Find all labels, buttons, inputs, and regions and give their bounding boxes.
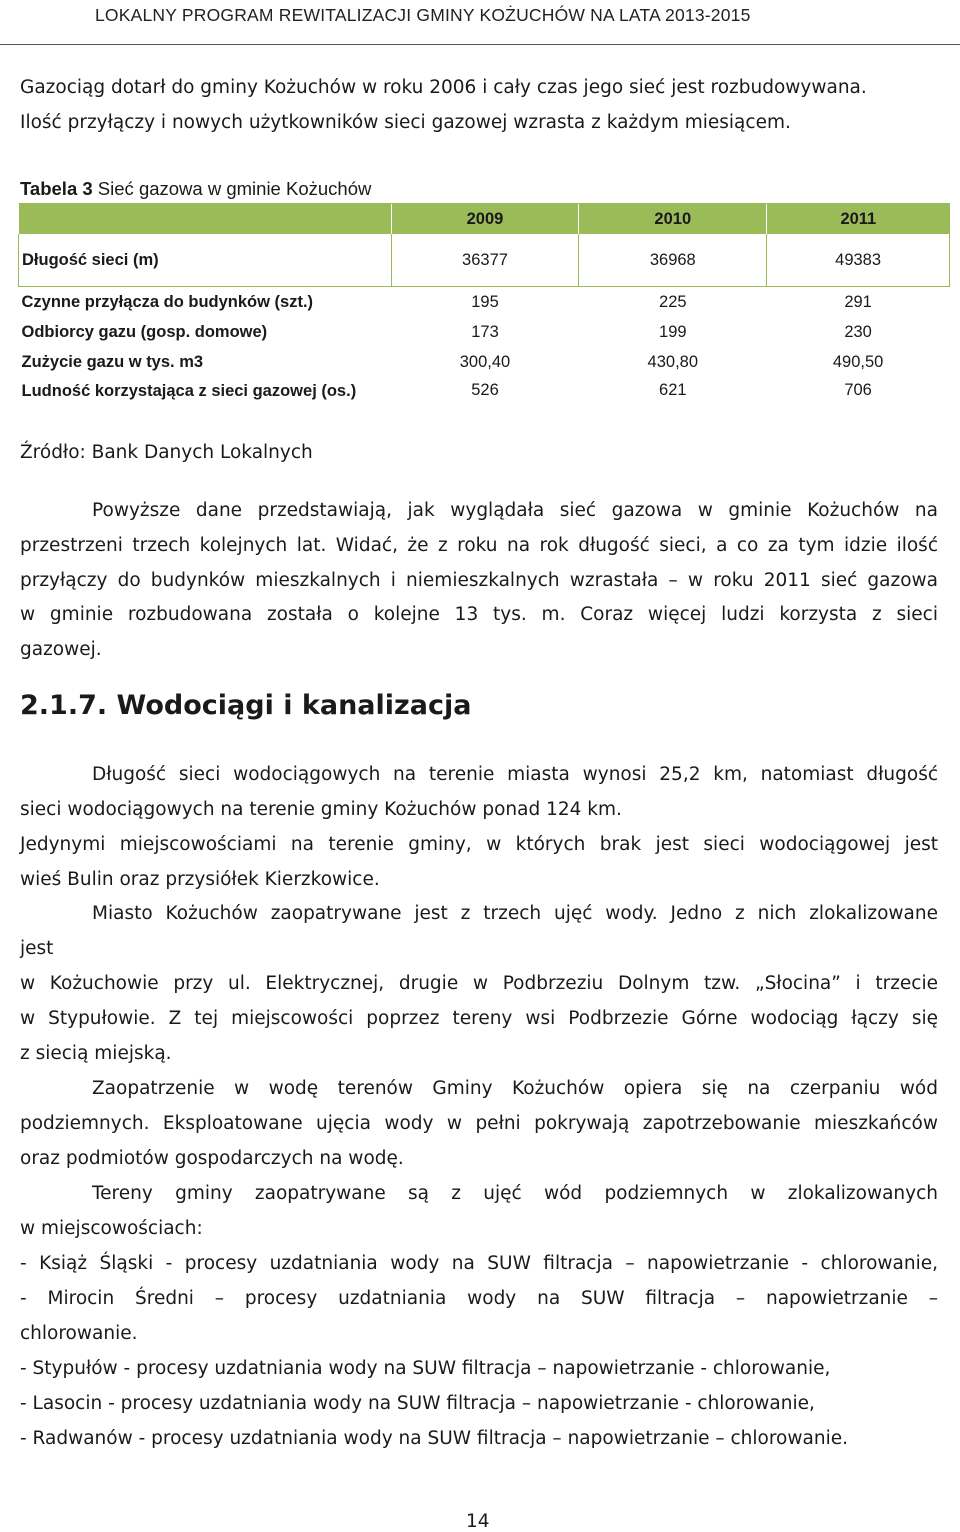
table-header-row [19, 204, 950, 235]
water-list-item-4: - Lasocin - procesy uzdatniania wody na SUW filtracja – napowietrzanie - chlorowanie, [20, 1393, 815, 1414]
water-p3-line-2: jest [20, 938, 54, 959]
table-cell: 621 [659, 381, 687, 399]
table-row [19, 234, 950, 287]
table-cell: 300,40 [459, 352, 511, 371]
row-label: Zużycie gazu w tys. m3 [21, 352, 204, 371]
table-header-cell: 2009 [391, 204, 579, 235]
table-row [19, 377, 950, 411]
table-cell: 36377 [391, 234, 579, 287]
row-label: Długość sieci (m) [19, 234, 392, 287]
intro-line-1: Gazociąg dotarł do gminy Kożuchów w roku 2006 i cały czas jego sieć jest rozbudowywana. [20, 77, 867, 98]
table-caption-number: Tabela 3 [20, 178, 93, 199]
water-p3-line-5: z siecią miejską. [20, 1043, 172, 1064]
water-list-item-2-line-1: - Mirocin Średni – procesy uzdatniania wody na SUW filtracja – napowietrzanie – [20, 1288, 938, 1309]
table-cell: 195 [471, 292, 499, 311]
water-p2-line-1: Jedynymi miejscowościami na terenie gminy, w których brak jest sieci wodociągowej jest [20, 834, 938, 855]
water-p5-line-2: w miejscowościach: [20, 1218, 203, 1239]
table-cell: 430,80 [647, 352, 699, 371]
table-cell: 526 [471, 381, 499, 399]
water-list-item-3: - Stypułów - procesy uzdatniania wody na SUW filtracja – napowietrzanie - chlorowanie, [20, 1358, 831, 1379]
table-cell: 230 [844, 322, 872, 341]
intro-line-2: Ilość przyłączy i nowych użytkowników sieci gazowej wzrasta z każdym miesiącem. [20, 112, 791, 133]
water-p5-line-1: Tereny gminy zaopatrywane są z ujęć wód podziemnych w zlokalizowanych [92, 1183, 938, 1204]
water-p1-line-2: sieci wodociągowych na terenie gminy Kożuchów ponad 124 km. [20, 799, 622, 820]
table-cell: 36968 [579, 234, 767, 287]
row-label: Ludność korzystająca z sieci gazowej (os.) [21, 382, 357, 400]
water-p3-line-1: Miasto Kożuchów zaopatrywane jest z trzech ujęć wody. Jedno z nich zlokalizowane [92, 903, 938, 924]
table-caption-text: Sieć gazowa w gminie Kożuchów [92, 178, 372, 199]
table-cell: 173 [471, 322, 499, 341]
water-list-item-2-line-2: chlorowanie. [20, 1323, 138, 1344]
section-heading: 2.1.7. Wodociągi i kanalizacja [20, 690, 472, 721]
table-row [19, 317, 950, 347]
summary-line-1: Powyższe dane przedstawiają, jak wyglądała sieć gazowa w gminie Kożuchów na [92, 500, 938, 521]
table-header-cell [19, 204, 392, 235]
table-row [19, 347, 950, 377]
page-header [0, 0, 960, 45]
table-caption [20, 178, 371, 200]
water-p4-line-3: oraz podmiotów gospodarczych na wodę. [20, 1148, 404, 1169]
water-list-item-5: - Radwanów - procesy uzdatniania wody na SUW filtracja – napowietrzanie – chlorowanie. [20, 1428, 848, 1449]
table-cell: 49383 [767, 234, 950, 287]
summary-line-4: w gminie rozbudowana została o kolejne 13 tys. m. Coraz więcej ludzi korzysta z sieci [20, 604, 938, 625]
water-p3-line-3: w Kożuchowie przy ul. Elektrycznej, drugie w Podbrzeziu Dolnym tzw. „Słocina” i trzecie [20, 973, 938, 994]
header-title: LOKALNY PROGRAM REWITALIZACJI GMINY KOŻUCHÓW NA LATA 2013-2015 [95, 5, 751, 25]
summary-line-5: gazowej. [20, 639, 102, 660]
gas-network-table [18, 203, 950, 411]
summary-line-2: przestrzeni trzech kolejnych lat. Widać, że z roku na rok długość sieci, a co za tym idzie ilość [20, 535, 938, 556]
table-row [19, 287, 950, 318]
summary-line-3: przyłączy do budynków mieszkalnych i niemieszkalnych wzrastała – w roku 2011 sieć gazowa [20, 570, 938, 591]
table-header-cell: 2010 [579, 204, 767, 235]
row-label: Odbiorcy gazu (gosp. domowe) [21, 322, 268, 341]
water-p4-line-1: Zaopatrzenie w wodę terenów Gminy Kożuchów opiera się na czerpaniu wód [92, 1078, 938, 1099]
water-p4-line-2: podziemnych. Eksploatowane ujęcia wody w pełni pokrywają zapotrzebowanie mieszkańców [20, 1113, 938, 1134]
table-cell: 706 [844, 381, 872, 399]
table-cell: 225 [659, 292, 687, 311]
table-header-cell: 2011 [767, 204, 950, 235]
table-cell: 291 [844, 292, 872, 311]
page-number: 14 [466, 1511, 490, 1532]
water-p1-line-1: Długość sieci wodociągowych na terenie miasta wynosi 25,2 km, natomiast długość [92, 764, 938, 785]
table-source: Źródło: Bank Danych Lokalnych [20, 442, 313, 463]
table-cell: 199 [659, 322, 687, 341]
table-cell: 490,50 [832, 352, 884, 371]
water-list-item-1: - Książ Śląski - procesy uzdatniania wody na SUW filtracja – napowietrzanie - chlorowanie, [20, 1253, 938, 1274]
row-label: Czynne przyłącza do budynków (szt.) [21, 292, 314, 311]
water-p3-line-4: w Stypułowie. Z tej miejscowości poprzez tereny wsi Podbrzezie Górne wodociąg łączy się [20, 1008, 938, 1029]
water-p2-line-2: wieś Bulin oraz przysiółek Kierzkowice. [20, 869, 380, 890]
